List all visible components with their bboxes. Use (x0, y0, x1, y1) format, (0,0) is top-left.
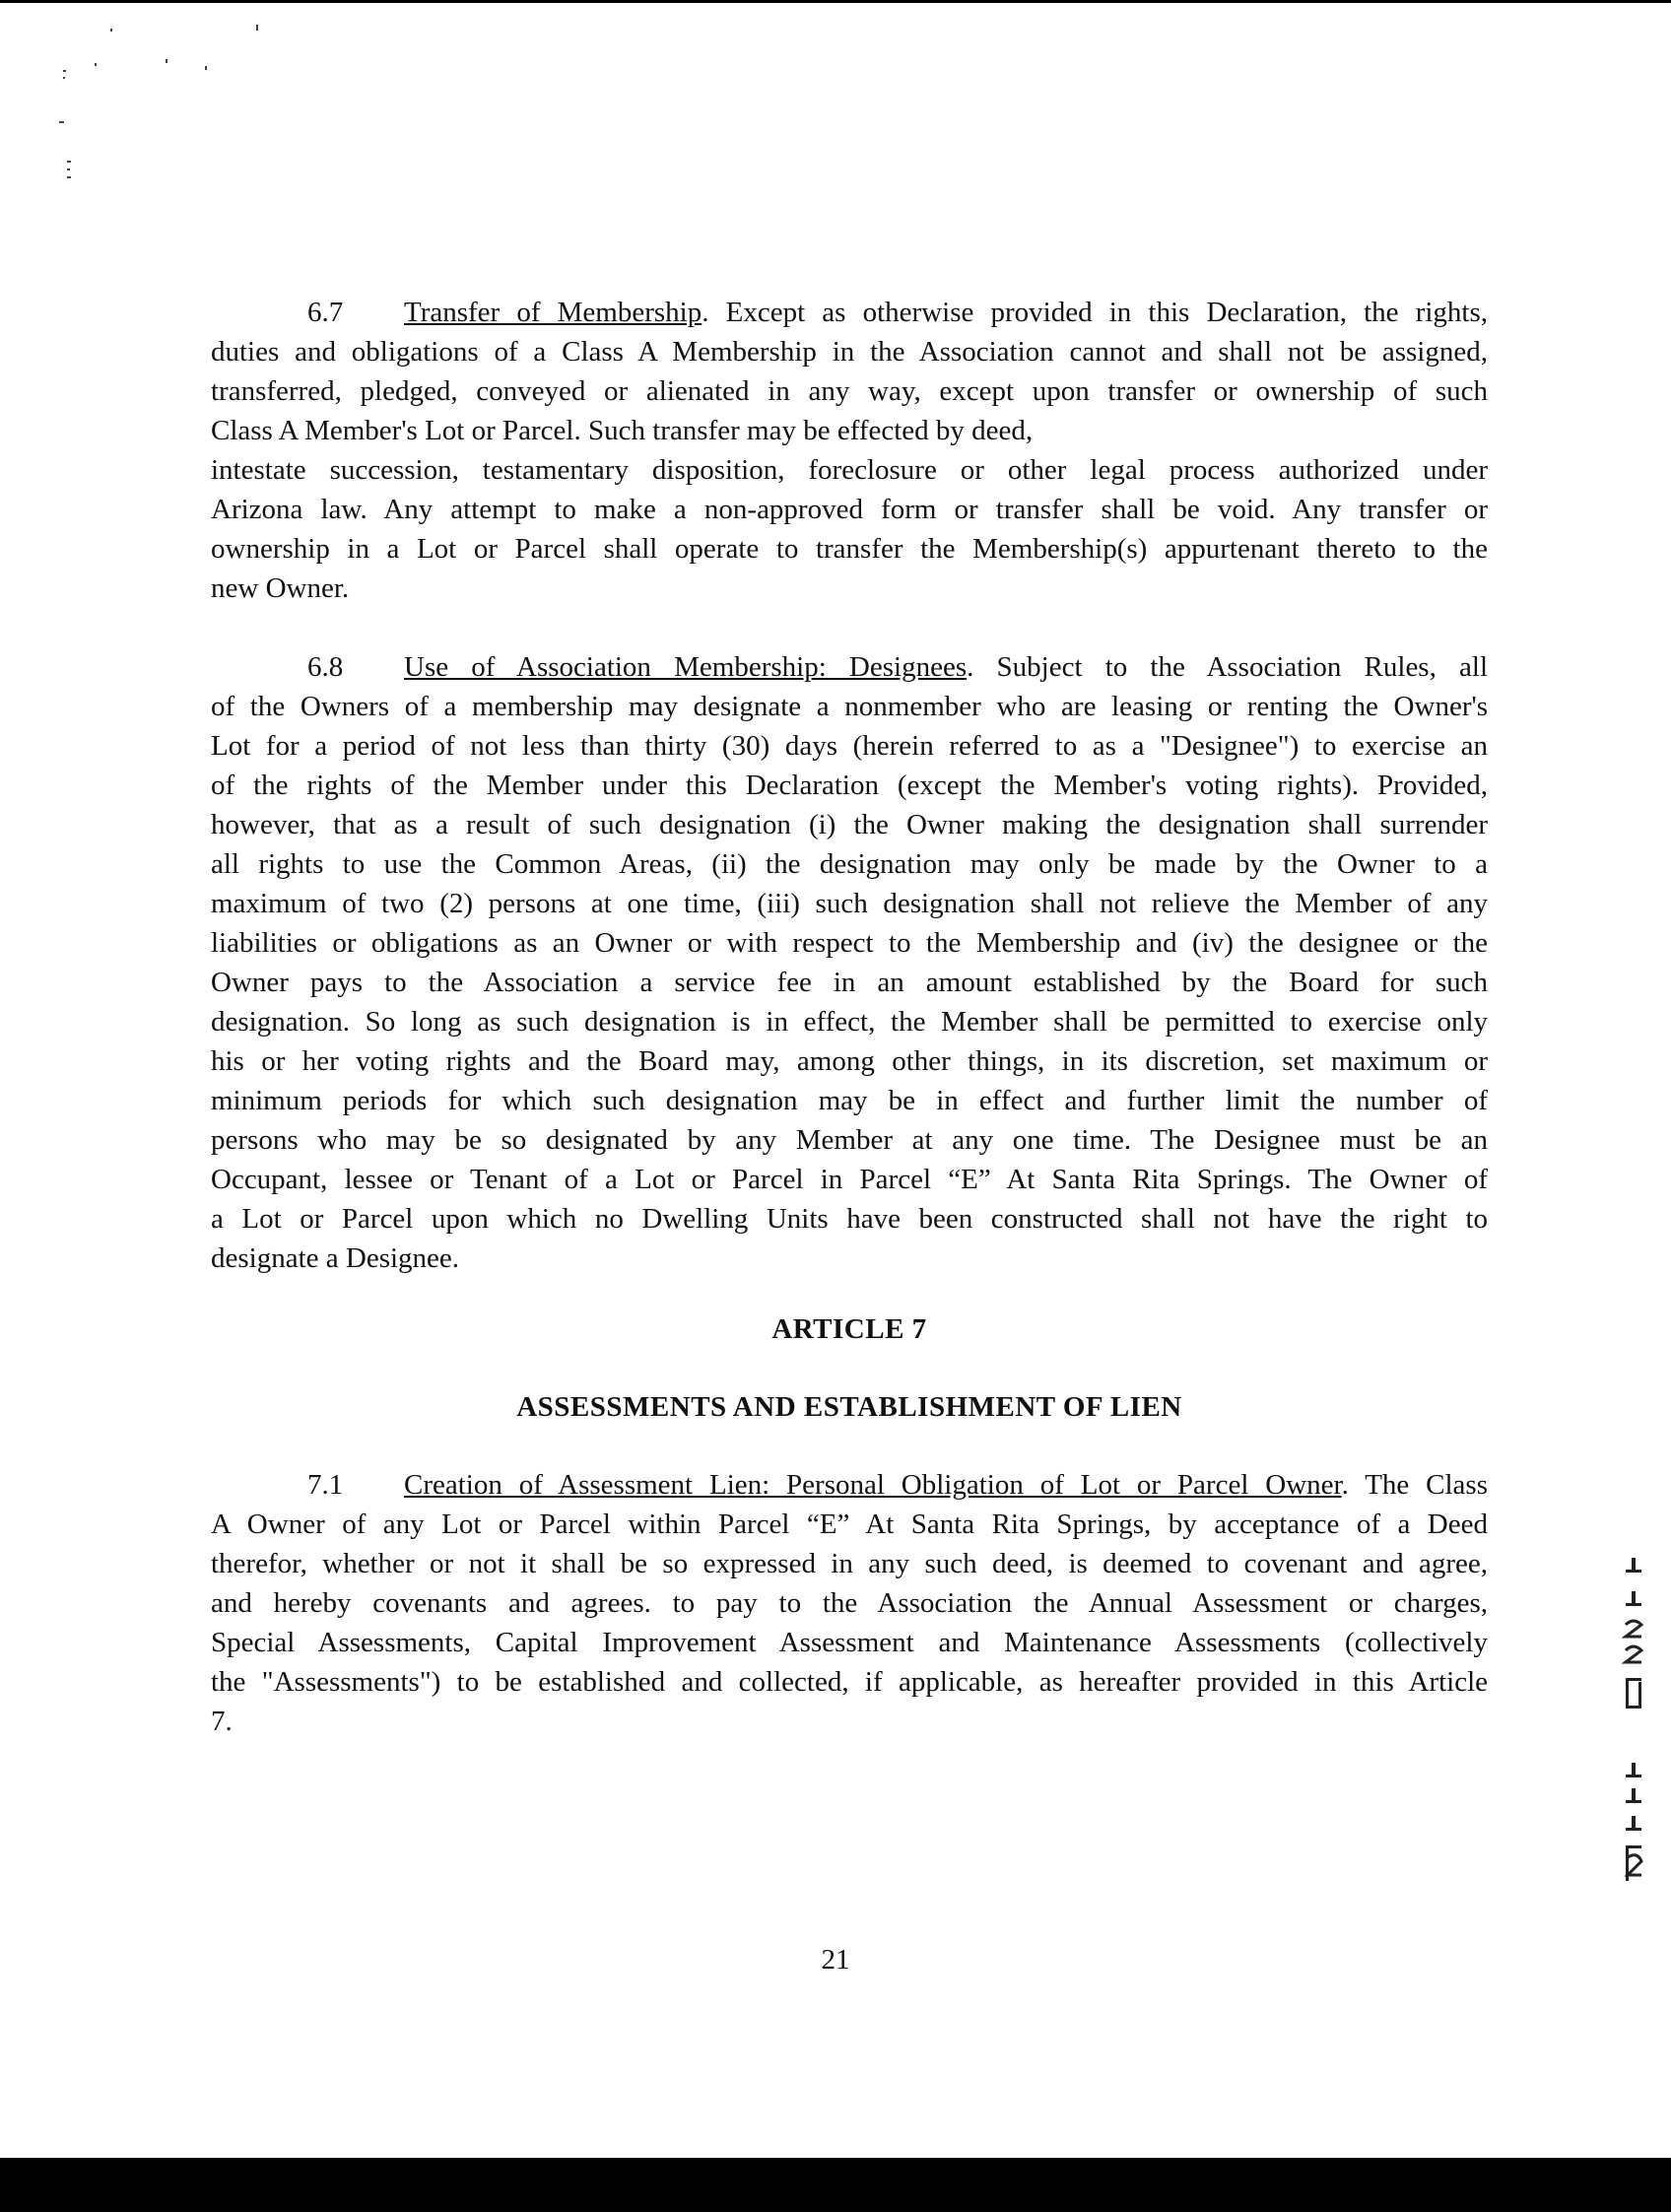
section-7-1-text-line: The Class (1365, 1469, 1488, 1501)
recording-stamp-mark-lower (1614, 1759, 1653, 1893)
section-6-7-text-line: transferred, pledged, conveyed or alienated in any way, except upon transfer or ownership of such (211, 375, 1488, 407)
section-6-7 (211, 293, 1488, 608)
section-6-7-text-line: new Owner. (211, 572, 350, 604)
section-6-7-text-line: intestate succession, testamentary disposition, foreclosure or other legal process authorized under (211, 454, 1488, 486)
section-6-8-text-line: all rights to use the Common Areas, (ii) the designation may only be made by the Owner to a (211, 848, 1488, 880)
section-7-1-text-line: the "Assessments") to be established and collected, if applicable, as hereafter provided in this Article (211, 1666, 1488, 1698)
page-number: 21 (821, 1944, 850, 1976)
section-7-1-text-line: therefor, whether or not it shall be so expressed in any such deed, is deemed to covenant and agree, (211, 1548, 1488, 1579)
section-7-1-text-line: Special Assessments, Capital Improvement Assessment and Maintenance Assessments (collectively (211, 1627, 1488, 1658)
section-6-7-text-line: Arizona law. Any attempt to make a non-approved form or transfer shall be void. Any transfer or (211, 494, 1488, 525)
section-6-8-text-line: designate a Designee. (211, 1242, 460, 1274)
article-number-heading: ARTICLE 7 (771, 1313, 927, 1345)
section-6-7-text-line: ownership in a Lot or Parcel shall operate to transfer the Membership(s) appurtenant thereto to the (211, 533, 1488, 565)
article-title-heading: ASSESSMENTS AND ESTABLISHMENT OF LIEN (516, 1391, 1182, 1423)
section-6-8-text-line: of the Owners of a membership may designate a nonmember who are leasing or renting the Owner's (211, 691, 1488, 722)
section-6-8-text-line: persons who may be so designated by any Member at any one time. The Designee must be an (211, 1124, 1488, 1156)
section-6-8-title: Use of Association Membership: Designees (404, 651, 968, 683)
section-6-7-text-line: duties and obligations of a Class A Membership in the Association cannot and shall not be assigned, (211, 336, 1488, 368)
section-6-8-text-line: a Lot or Parcel upon which no Dwelling Units have been constructed shall not have the right to (211, 1203, 1488, 1235)
section-6-8 (211, 647, 1488, 1278)
section-6-7-text-line: Class A Member's Lot or Parcel. Such transfer may be effected by deed, (211, 415, 1034, 446)
section-6-8-text-line: his or her voting rights and the Board may, among other things, in its discretion, set maximum or (211, 1045, 1488, 1077)
section-6-8-text-line: Owner pays to the Association a service fee in an amount established by the Board for such (211, 967, 1488, 998)
section-6-7-number: 6.7 (307, 297, 344, 328)
section-6-8-text-line: of the rights of the Member under this Declaration (except the Member's voting rights). Provided, (211, 770, 1488, 801)
section-6-8-text-line: maximum of two (2) persons at one time, (iii) such designation shall not relieve the Member of any (211, 888, 1488, 919)
scan-bottom-border (0, 2158, 1671, 2212)
section-7-1-text-line: and hereby covenants and agrees. to pay to the Association the Annual Assessment or charges, (211, 1587, 1488, 1619)
section-7-1 (211, 1465, 1488, 1741)
section-6-8-first-line: 6.8 Use of Association Membership: Designees. Subject to the Association Rules, all (211, 647, 1488, 687)
section-6-8-text-line: liabilities or obligations as an Owner or with respect to the Membership and (iv) the designee or the (211, 927, 1488, 959)
section-6-8-text-line: minimum periods for which such designation may be in effect and further limit the number of (211, 1085, 1488, 1116)
scan-specks-mark (49, 23, 266, 190)
section-6-8-number: 6.8 (307, 651, 344, 683)
section-7-1-number: 7.1 (307, 1469, 344, 1501)
recording-stamp-mark-upper (1614, 1552, 1653, 1725)
section-6-8-text-line: Occupant, lessee or Tenant of a Lot or Parcel in Parcel “E” At Santa Rita Springs. The Owner of (211, 1164, 1488, 1195)
section-6-7-first-line: 6.7 Transfer of Membership. Except as otherwise provided in this Declaration, the rights, (211, 293, 1488, 332)
section-6-8-text-line: Subject to the Association Rules, all (996, 651, 1489, 683)
section-7-1-text-line: 7. (211, 1706, 233, 1737)
section-7-1-first-line: 7.1 Creation of Assessment Lien: Personal Obligation of Lot or Parcel Owner. The Class (211, 1465, 1488, 1505)
section-7-1-title: Creation of Assessment Lien: Personal Obligation of Lot or Parcel Owner (404, 1469, 1342, 1501)
section-6-8-text-line: Lot for a period of not less than thirty (30) days (herein referred to as a "Designee") to exercise an (211, 730, 1488, 762)
section-6-7-text-line: Except as otherwise provided in this Declaration, the rights, (725, 297, 1489, 328)
section-6-8-text-line: however, that as a result of such designation (i) the Owner making the designation shall surrender (211, 809, 1488, 840)
section-6-8-text-line: designation. So long as such designation is in effect, the Member shall be permitted to exercise only (211, 1006, 1488, 1038)
section-6-7-title: Transfer of Membership (404, 297, 702, 328)
section-7-1-text-line: A Owner of any Lot or Parcel within Parcel “E” At Santa Rita Springs, by acceptance of a Deed (211, 1508, 1488, 1540)
